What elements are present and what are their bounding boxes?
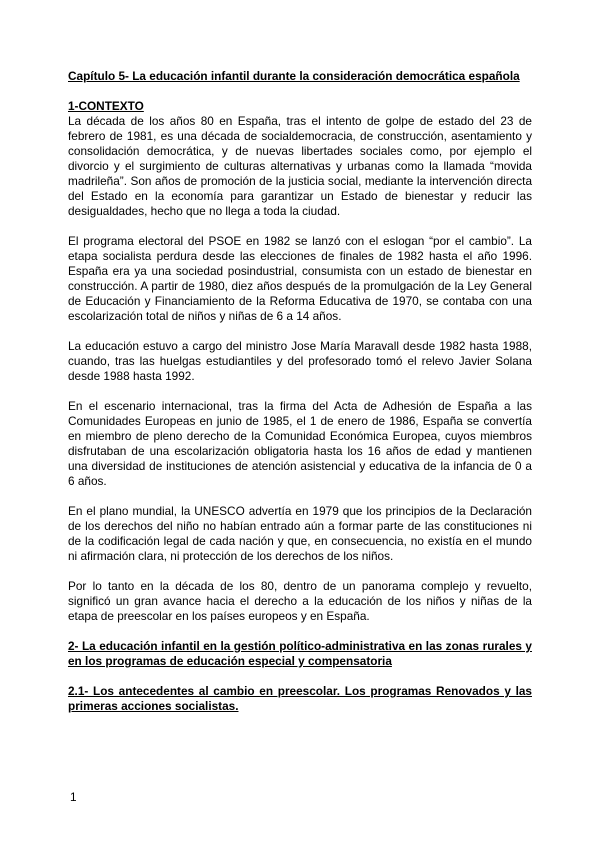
document-page [68, 69, 532, 714]
page-number: 1 [70, 790, 77, 804]
heading-section-2: 2- La educación infantil en la gestión político-administrativa en las zonas rurales y en los programas de educación especial y compensatoria [68, 639, 532, 668]
chapter-title: Capítulo 5- La educación infantil durante la consideración democrática española [68, 69, 520, 83]
heading-contexto: 1-CONTEXTO [68, 99, 144, 113]
paragraph-ministers: La educación estuvo a cargo del ministro Jose María Maravall desde 1982 hasta 1988, cuando, tras las huelgas estudiantiles y del profesorado tomó el relevo Javier Solana desde 1988 hasta 1992. [68, 339, 532, 383]
heading-section-2-1: 2.1- Los antecedentes al cambio en preescolar. Los programas Renovados y las primeras acciones socialistas. [68, 684, 532, 713]
paragraph-conclusion: Por lo tanto en la década de los 80, dentro de un panorama complejo y revuelto, significó un gran avance hacia el derecho a la educación de los niños y niñas de la etapa de preescolar en los países europeos y en España. [68, 579, 532, 623]
paragraph-psoe-program: El programa electoral del PSOE en 1982 se lanzó con el eslogan “por el cambio”. La etapa socialista perdura desde las elecciones de finales de 1982 hasta el año 1996. España era ya una sociedad posindustrial, consumista con un estado de bienestar en construcción. A partir de 1980, diez años después de la promulgación de la Ley General de Educación y Financiamiento de la Reforma Educativa de 1970, se contaba con una escolarización total de niños y niñas de 6 a 14 años. [68, 234, 532, 323]
paragraph-context-1: La década de los años 80 en España, tras el intento de golpe de estado del 23 de febrero de 1981, es una década de socialdemocracia, de construcción, asentamiento y consolidación democrática, y de nuevas libertades sociales como, por ejemplo el divorcio y el surgimiento de culturas alternativas y urbanas como la llamada “movida madrileña”. Son años de promoción de la justicia social, mediante la intervención directa del Estado en la economía para garantizar un Estado de bienestar y reducir las desigualdades, hecho que no llega a toda la ciudad. [68, 114, 532, 218]
paragraph-unesco: En el plano mundial, la UNESCO advertía en 1979 que los principios de la Declaración de los derechos del niño no habían entrado aún a formar parte de las constituciones ni de la codificación legal de cada nación y que, en consecuencia, no existía en el mundo ni afirmación clara, ni protección de los derechos de los niños. [68, 504, 532, 563]
paragraph-international-scene: En el escenario internacional, tras la firma del Acta de Adhesión de España a las Comunidades Europeas en junio de 1985, el 1 de enero de 1986, España se convertía en miembro de pleno derecho de la Comunidad Económica Europea, cuyos miembros disfrutaban de una escolarización obligatoria hasta los 16 años de edad y mantienen una diversidad de instituciones de atención asistencial y educativa de la infancia de 0 a 6 años. [68, 399, 532, 488]
